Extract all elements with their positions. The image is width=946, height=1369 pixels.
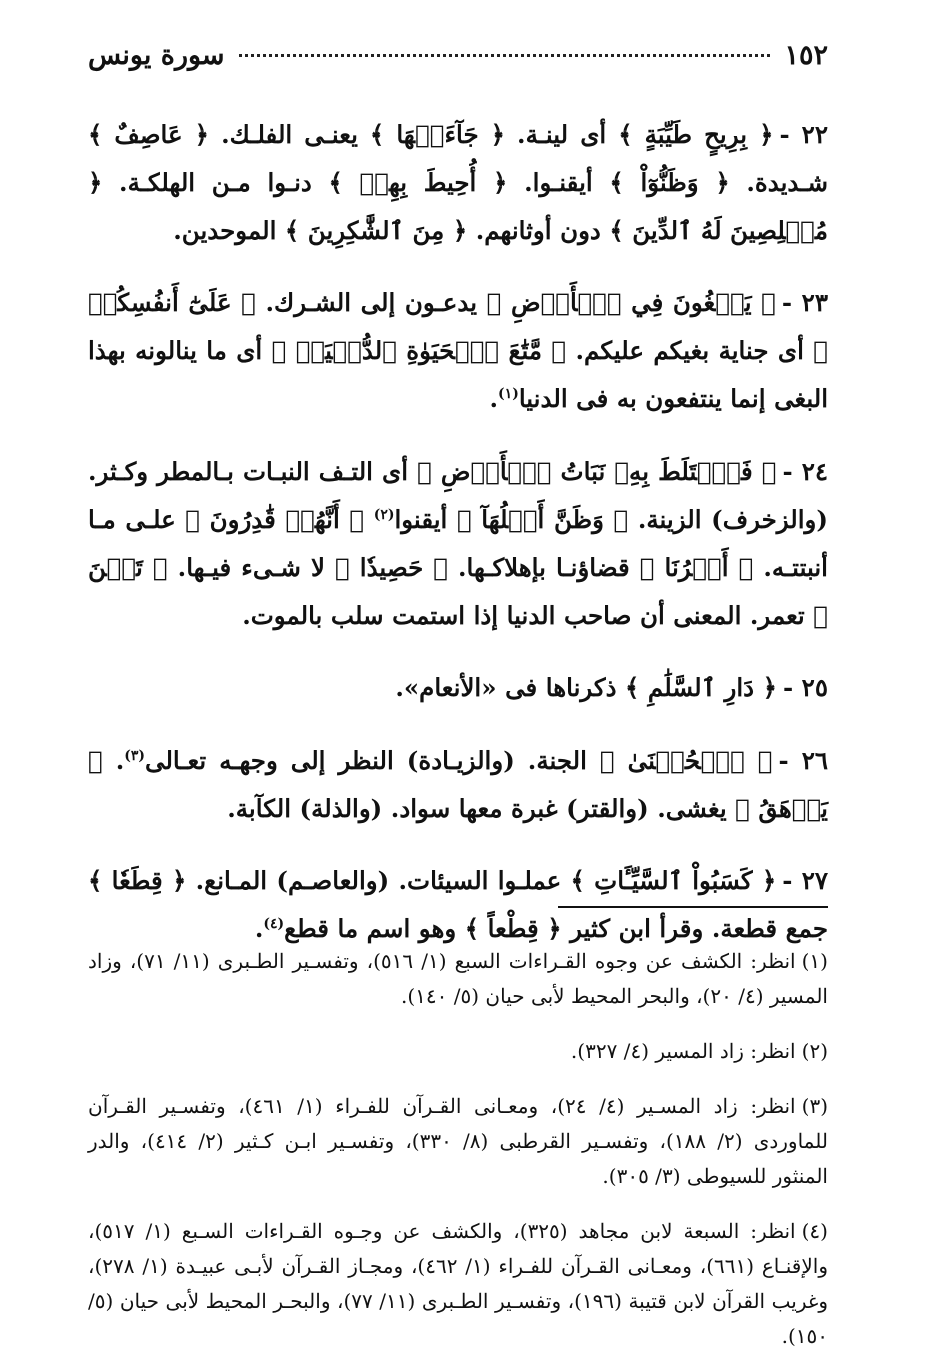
- footnote: [88, 1034, 828, 1069]
- entry-text: ﴿ فَٱخۡتَلَطَ بِهِۦ نَبَاتُ ٱلۡأَرۡضِ ﴾ أى التـف النبـات بـالمطر وكـثر. (والزخرف) الزينة. ﴿ وَظَنَّ أَهۡلُهَآ ﴾ أيقنوا: [88, 456, 828, 534]
- footnote-text: انظر: زاد المسـير (٤/ ٢٤)، ومعـانى القـرآن للفـراء (١/ ٤٦١)، وتفسـير القـرآن للماوردى (٢/ ١٨٨)، وتفسـير القرطبى (٨/ ٣٣٠)، وتفسـير ابـن كـثير (٢/ ٤١٤)، والدر المنثور للسيوطى (٣/ ٣٠٥).: [88, 1094, 828, 1188]
- commentary-entry: [88, 737, 828, 833]
- footnote: [88, 944, 828, 1014]
- entry-text: ﴿ بِرِيحٍ طَيِّبَةٍ ﴾ أى لينـة. ﴿ جَآءَتۡهَا ﴾ يعنـى الفلـك. ﴿ عَاصِفٌ ﴾ شـديدة. ﴿ وَظَنُّوٓاْ ﴾ أيقنـوا. ﴿ أُحِيطَ بِهِمۡ ﴾ دنـوا مـن الهلكـة. ﴿ مُخۡلِصِينَ لَهُ ٱلدِّينَ ﴾ دون أوثانهم. ﴿ مِنَ ٱلشَّٰكِرِينَ ﴾ الموحدين.: [88, 119, 828, 245]
- entry-number: ٢٣ -: [781, 288, 828, 317]
- footnote-number: (٢): [801, 1039, 828, 1063]
- commentary-entry: [88, 111, 828, 255]
- page-number: ١٥٢: [784, 40, 828, 71]
- entry-text-tail: . ﴿ يَرۡهَقُ ﴾ يغشى. (والقتر) غبرة معها سواد. (والذلة) الكآبة.: [88, 745, 828, 823]
- entry-number: ٢٦ -: [778, 745, 829, 775]
- commentary-entry: [88, 664, 828, 712]
- entry-text: ﴿ يَبۡغُونَ فِي ٱلۡأَرۡضِ ﴾ يدعـون إلى الشـرك. ﴿ عَلَىٰٓ أَنفُسِكُمۖ ﴾ أى جناية بغيكم عليكم. ﴿ مَّتَٰعَ ٱلۡحَيَوٰةِ ٱلدُّنۡيَاۖ ﴾ أى ما ينالونه بهذا البغى إنما ينتفعون به فى الدنيا: [88, 288, 828, 413]
- footnote-ref: (٢): [373, 506, 395, 523]
- entry-text: ﴿ دَارِ ٱلسَّلَٰمِ ﴾ ذكرناها فى «الأنعام».: [395, 673, 777, 702]
- footnote-number: (٤): [801, 1219, 828, 1243]
- entry-text-tail: .: [489, 384, 499, 413]
- header-dot-leader: [239, 54, 771, 57]
- footnote-text: انظر: زاد المسير (٤/ ٣٢٧).: [570, 1039, 796, 1063]
- footnote-text: انظر: السبعة لابن مجاهد (٣٢٥)، والكشف عن وجـوه القـراءات السـبع (١/ ٥١٧)، والإقنـاع (٦٦١)، ومعـانى القـرآن للفـراء (١/ ٤٦٢)، ومجـاز القـرآن لأبـى عبيـدة (١/ ٢٧٨)، وغريب القرآن لابن قتيبة (١٩٦)، وتفسـير الطـبرى (١١/ ٧٧)، والبحـر المحيط لأبى حيان (٥/ ١٥٠).: [88, 1219, 828, 1348]
- entry-text-tail: .: [254, 914, 264, 943]
- commentary-entry: [88, 448, 828, 640]
- page-header: [88, 40, 828, 86]
- entry-text: ﴿ كَسَبُواْ ٱلسَّيِّـَٔاتِ ﴾ عملـوا السيئات. (والعاصـم) المـانع. ﴿ قِطَعٗا ﴾ جمع قطعة. وقرأ ابن كثير ﴿ قِطْعاً ﴾ وهو اسم ما قطع: [88, 866, 828, 943]
- entry-number: ٢٧ -: [782, 866, 829, 895]
- entry-text: ﴿ ٱلۡحُسۡنَىٰ ﴾ الجنة. (والزيـادة) النظر إلى وجهـه تعـالى: [145, 745, 773, 775]
- surah-title: سورة يونس: [88, 40, 225, 71]
- page: [88, 40, 829, 1348]
- footnote-ref: (٣): [124, 747, 146, 764]
- footnote-text: انظر: الكشف عن وجوه القـراءات السبع (١/ ٥١٦)، وتفسـير الطـبرى (١١/ ٧١)، وزاد المسير (٤/ ٢٠)، والبحر المحيط لأبى حيان (٥/ ١٤٠).: [88, 949, 828, 1008]
- footnote: [88, 1214, 828, 1354]
- footnote-number: (١): [801, 949, 828, 973]
- commentary-body: [88, 111, 828, 954]
- entry-text-tail: ﴿ أَنَّهُمۡ قَٰدِرُونَ ﴾ علـى مـا أنبتتـه. ﴿ أَمۡرُنَا ﴾ قضاؤنـا بإهلاكـها. ﴿ حَصِيدٗا ﴾ لا شـىء فيـها. ﴿ تَغۡنَ ﴾ تعمر. المعنى أن صاحب الدنيا إذا استمت سلب بالموت.: [88, 504, 828, 630]
- commentary-entry: [88, 279, 828, 423]
- footnote-number: (٣): [801, 1094, 828, 1118]
- entry-number: ٢٥ -: [782, 673, 828, 702]
- footnote-ref: (٤): [263, 915, 285, 932]
- footnote-ref: (١): [498, 385, 519, 402]
- entry-number: ٢٢ -: [779, 119, 828, 149]
- entry-number: ٢٤ -: [782, 456, 829, 486]
- footnote: [88, 1089, 828, 1194]
- footnote-separator: [558, 906, 828, 908]
- footnotes: [88, 924, 828, 1356]
